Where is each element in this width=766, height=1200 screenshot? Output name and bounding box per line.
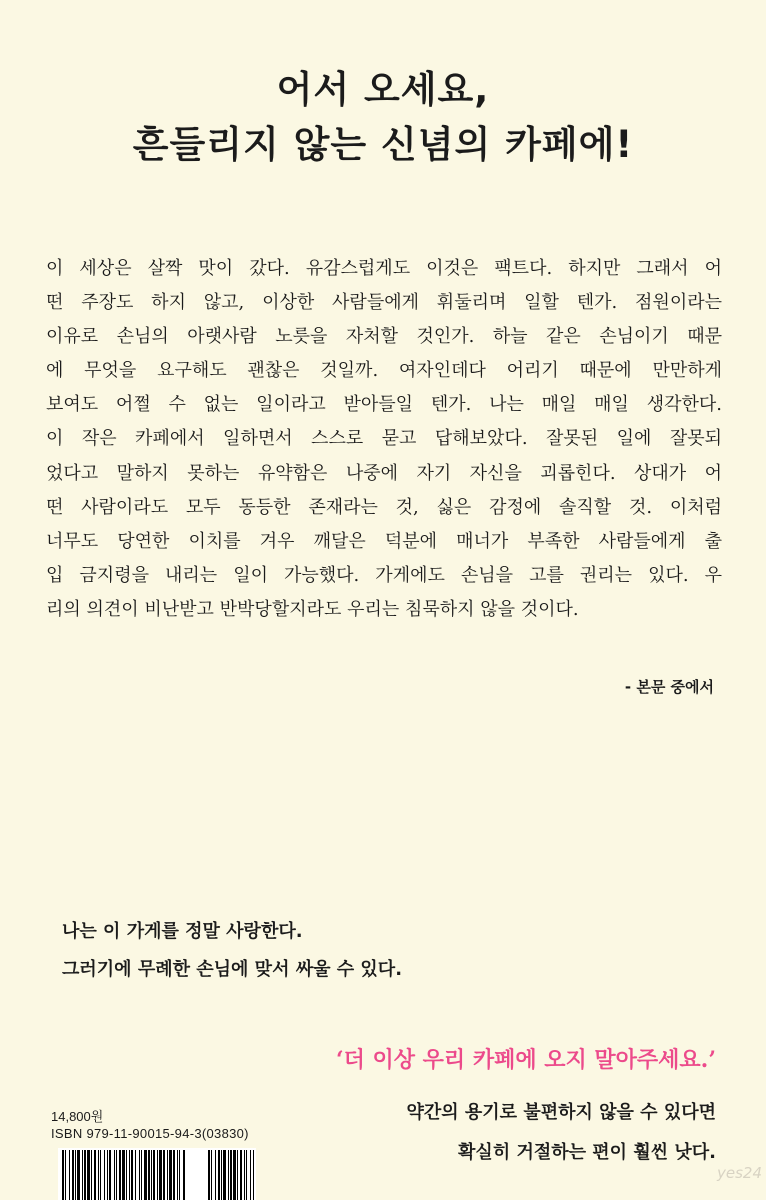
barcode-bar <box>246 1150 247 1200</box>
barcode-bar <box>221 1150 222 1200</box>
barcode-bar <box>84 1150 86 1200</box>
barcode-bar <box>237 1150 238 1200</box>
excerpt-line: 입 금지령을 내리는 일이 가능했다. 가게에도 손님을 고를 권리는 있다. 우 <box>46 564 722 586</box>
barcode-bar <box>169 1150 172 1200</box>
excerpt-paragraph <box>46 252 722 627</box>
pink-quote: ‘더 이상 우리 카페에 오지 말아주세요.’ <box>335 1047 716 1073</box>
barcode-bar <box>87 1150 90 1200</box>
closing-line-2: 확실히 거절하는 편이 훨씬 낫다. <box>458 1142 716 1163</box>
barcode <box>58 1148 256 1200</box>
barcode-bar <box>148 1150 150 1200</box>
quote-block <box>62 913 402 989</box>
barcode-bar <box>114 1150 115 1200</box>
barcode-bar <box>100 1150 101 1200</box>
barcode-bar <box>109 1150 111 1200</box>
barcode-bar <box>107 1150 108 1200</box>
barcode-bar <box>144 1150 147 1200</box>
barcode-bar <box>183 1150 185 1200</box>
excerpt-source: - 본문 중에서 <box>624 678 714 696</box>
excerpt-line: 떤 사람이라도 모두 동등한 존재라는 것, 싫은 감정에 솔직할 것. 이처럼 <box>46 496 722 518</box>
headline <box>0 62 766 172</box>
barcode-bar <box>177 1150 178 1200</box>
barcode-bar <box>75 1150 76 1200</box>
excerpt-line: 떤 주장도 하지 않고, 이상한 사람들에게 휘둘리며 일할 텐가. 점원이라는 <box>46 292 722 314</box>
barcode-bar <box>116 1150 117 1200</box>
price: 14,800원 <box>51 1109 104 1124</box>
watermark-logo: yes24 <box>716 1164 762 1182</box>
barcode-bar <box>104 1150 105 1200</box>
excerpt-line: 리의 의견이 비난받고 반박당할지라도 우리는 침묵하지 않을 것이다. <box>46 598 579 620</box>
barcode-bar <box>131 1150 133 1200</box>
barcode-bar <box>230 1150 232 1200</box>
barcode-bar <box>250 1150 251 1200</box>
barcode-bar <box>244 1150 245 1200</box>
excerpt-line: 이 작은 카페에서 일하면서 스스로 묻고 답해보았다. 잘못된 일에 잘못되 <box>46 428 722 450</box>
quote-line-2: 그러기에 무례한 손님에 맞서 싸울 수 있다. <box>62 959 403 980</box>
isbn: ISBN 979-11-90015-94-3(03830) <box>51 1126 249 1141</box>
excerpt-line: 너무도 당연한 이치를 겨우 깨달은 덕분에 매너가 부족한 사람들에게 출 <box>46 530 722 552</box>
barcode-bar <box>98 1150 99 1200</box>
barcode-bar <box>215 1150 216 1200</box>
barcode-bar <box>91 1150 92 1200</box>
excerpt-line: 었다고 말하지 못하는 유약함은 나중에 자기 자신을 괴롭힌다. 상대가 어 <box>46 462 722 484</box>
barcode-bar <box>72 1150 74 1200</box>
excerpt-line: 이 세상은 살짝 맛이 갔다. 유감스럽게도 이것은 팩트다. 하지만 그래서 어 <box>46 258 722 279</box>
barcode-bar <box>82 1150 83 1200</box>
barcode-bar <box>167 1150 168 1200</box>
barcode-bar <box>122 1150 125 1200</box>
barcode-bar <box>228 1150 229 1200</box>
quote-line-1: 나는 이 가게를 정말 사랑한다. <box>62 921 303 942</box>
barcode-bar <box>129 1150 130 1200</box>
barcode-bar <box>240 1150 242 1200</box>
barcode-bar <box>163 1150 165 1200</box>
barcode-bar <box>139 1150 140 1200</box>
barcode-bar <box>151 1150 152 1200</box>
barcode-bar <box>223 1150 226 1200</box>
barcode-bar <box>208 1150 210 1200</box>
barcode-bar <box>94 1150 96 1200</box>
barcode-bar <box>62 1150 64 1200</box>
barcode-bar <box>218 1150 220 1200</box>
barcode-bar <box>159 1150 162 1200</box>
barcode-bar <box>65 1150 66 1200</box>
barcode-bar <box>211 1150 212 1200</box>
barcode-bar <box>253 1150 254 1200</box>
barcode-bar <box>135 1150 136 1200</box>
barcode-bar <box>69 1150 70 1200</box>
headline-line-1: 어서 오세요, <box>276 68 490 111</box>
barcode-bar <box>157 1150 158 1200</box>
closing-line-1: 약간의 용기로 불편하지 않을 수 있다면 <box>406 1102 716 1123</box>
excerpt-line: 이유로 손님의 아랫사람 노릇을 자처할 것인가. 하늘 같은 손님이기 때문 <box>46 326 722 348</box>
barcode-bar <box>141 1150 142 1200</box>
barcode-bar <box>119 1150 121 1200</box>
barcode-bar <box>77 1150 80 1200</box>
excerpt-line: 에 무엇을 요구해도 괜찮은 것일까. 여자인데다 어리기 때문에 만만하게 <box>46 360 722 382</box>
excerpt-line: 보여도 어쩔 수 없는 일이라고 받아들일 텐가. 나는 매일 매일 생각한다. <box>46 394 722 416</box>
barcode-bar <box>179 1150 180 1200</box>
barcode-bar <box>233 1150 236 1200</box>
closing-text <box>406 1093 716 1173</box>
barcode-bar <box>173 1150 175 1200</box>
barcode-bar <box>126 1150 127 1200</box>
barcode-bar <box>153 1150 155 1200</box>
headline-line-2: 흔들리지 않는 신념의 카페에! <box>132 123 634 166</box>
